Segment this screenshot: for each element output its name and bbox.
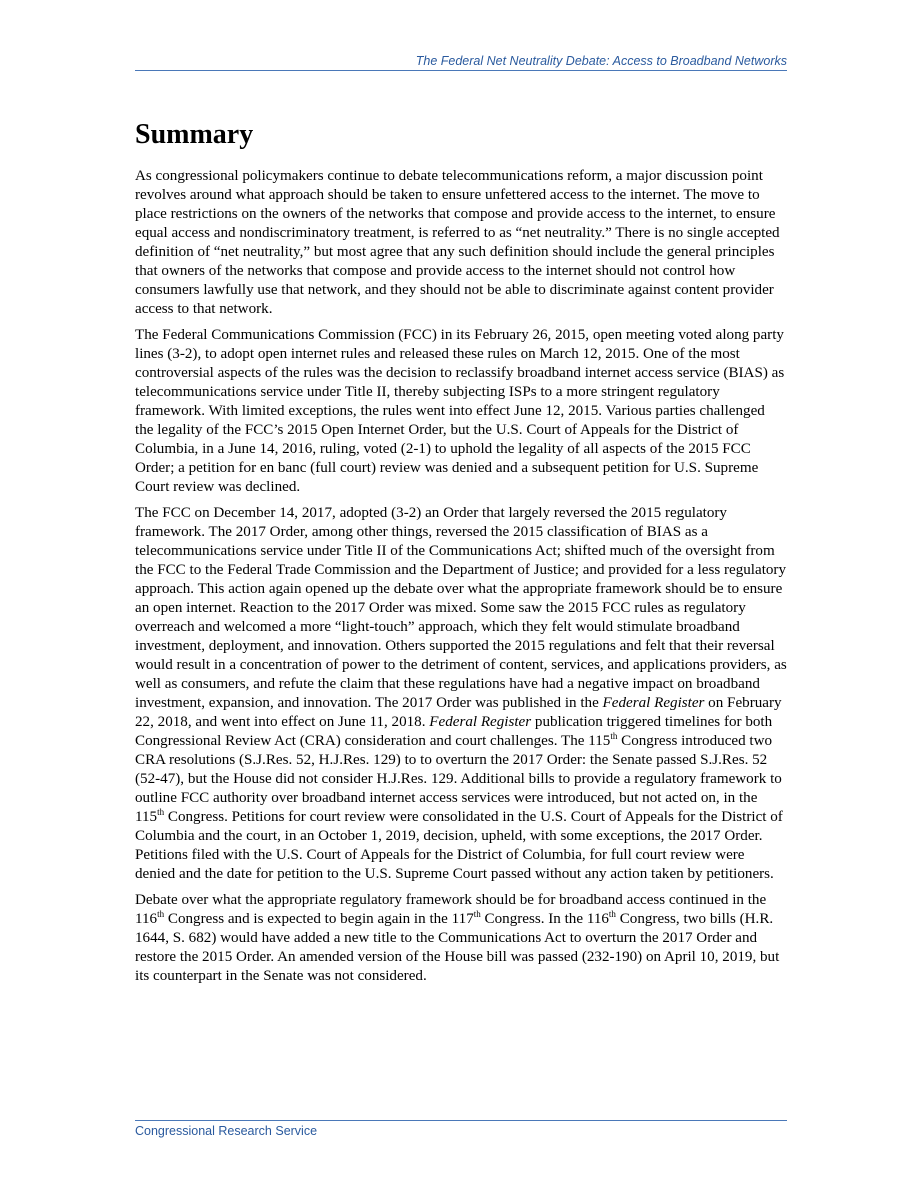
page-footer: Congressional Research Service — [135, 1124, 318, 1138]
running-header: The Federal Net Neutrality Debate: Access to Broadband Networks — [415, 54, 787, 68]
text-span: The FCC on December 14, 2017, adopted (3-2) an Order that largely reversed the 2015 regulatory framework. The 2017 Order, among other things, reversed the 2015 classification of BIAS as a telecommunications service under Title II of the Communications Act; shifted much of the oversight from the FCC to the Federal Trade Commission and the Department of Justice; and provided for a less regulatory approach. This action again opened up the debate over what the appropriate framework should be to ensure an open internet. Reaction to the 2017 Order was mixed. Some saw the 2015 FCC rules as regulatory overreach and welcomed a more “light-touch” approach, which they felt would stimulate broadband investment, deployment, and innovation. Others supported the 2015 regulations and felt that their reversal would result in a concentration of power to the detriment of content, services, and applications providers, as well as consumers, and refute the claim that these regulations have had a negative impact on broadband investment, expansion, and innovation. The 2017 Order was published in the — [135, 505, 787, 711]
text-span: Congress. Petitions for court review were consolidated in the U.S. Court of Appeals for the District of Columbia and the court, in an October 1, 2019, decision, upheld, with some exceptions, the 2017 Order. Petitions filed with the U.S. Court of Appeals for the District of Columbia, for full court review were denied and the date for petition to the U.S. Supreme Court passed without any action taken by petitioners. — [135, 809, 783, 882]
paragraph-116th-congress — [135, 891, 787, 986]
ordinal-superscript: th — [608, 908, 616, 919]
text-span: Debate over what the appropriate regulatory framework should be for broadband access continued in the 116 — [135, 892, 767, 927]
paragraph-2015-order: The Federal Communications Commission (FCC) in its February 26, 2015, open meeting voted along party lines (3-2), to adopt open internet rules and released these rules on March 12, 2015. One of the most controversial aspects of the rules was the decision to reclassify broadband internet access service (BIAS) as telecommunications service under Title II, thereby subjecting ISPs to a more stringent regulatory framework. With limited exceptions, the rules went into effect June 12, 2015. Various parties challenged the legality of the FCC’s 2015 Open Internet Order, but the U.S. Court of Appeals for the District of Columbia, in a June 14, 2016, ruling, voted (2-1) to uphold the legality of all aspects of the 2015 FCC Order; a petition for en banc (full court) review was denied and a subsequent petition for U.S. Supreme Court review was declined. — [135, 327, 785, 495]
ordinal-superscript: th — [157, 806, 165, 817]
text-span: on February 22, 2018, and went into effect on June 11, 2018. — [135, 695, 782, 730]
footer-rule — [135, 1120, 787, 1121]
page-title: Summary — [135, 119, 254, 150]
italic-publication-name: Federal Register — [602, 695, 705, 711]
text-span: publication triggered timelines for both Congressional Review Act (CRA) consideration and court challenges. The 115 — [135, 714, 773, 749]
summary-body — [135, 167, 787, 993]
ordinal-superscript: th — [473, 908, 481, 919]
paragraph-2017-order — [135, 504, 787, 884]
text-span: Congress, two bills (H.R. 1644, S. 682) would have added a new title to the Communications Act to overturn the 2017 Order and restore the 2015 Order. An amended version of the House bill was passed (232-190) on April 10, 2019, but its counterpart in the Senate was not considered. — [135, 911, 780, 984]
italic-publication-name: Federal Register — [429, 714, 532, 730]
header-rule — [135, 70, 787, 71]
text-span: Congress introduced two CRA resolutions (S.J.Res. 52, H.J.Res. 129) to to overturn the 2017 Order: the Senate passed S.J.Res. 52 (52-47), but the House did not consider H.J.Res. 129. Additional bills to provide a regulatory framework to outline FCC authority over broadband internet access services were introduced, but not acted on, in the 115 — [135, 733, 782, 825]
text-span: Congress and is expected to begin again in the 117 — [164, 911, 474, 927]
ordinal-superscript: th — [610, 730, 618, 741]
paragraph-intro: As congressional policymakers continue to debate telecommunications reform, a major discussion point revolves around what approach should be taken to ensure unfettered access to the internet. The move to place restrictions on the owners of the networks that compose and provide access to the internet, to ensure equal access and nondiscriminatory treatment, is referred to as “net neutrality.” There is no single accepted definition of “net neutrality,” but most agree that any such definition should include the general principles that owners of the networks that compose and provide access to the internet should not control how consumers lawfully use that network, and they should not be able to discriminate against content provider access to that network. — [135, 168, 780, 317]
ordinal-superscript: th — [157, 908, 165, 919]
text-span: Congress. In the 116 — [480, 911, 609, 927]
